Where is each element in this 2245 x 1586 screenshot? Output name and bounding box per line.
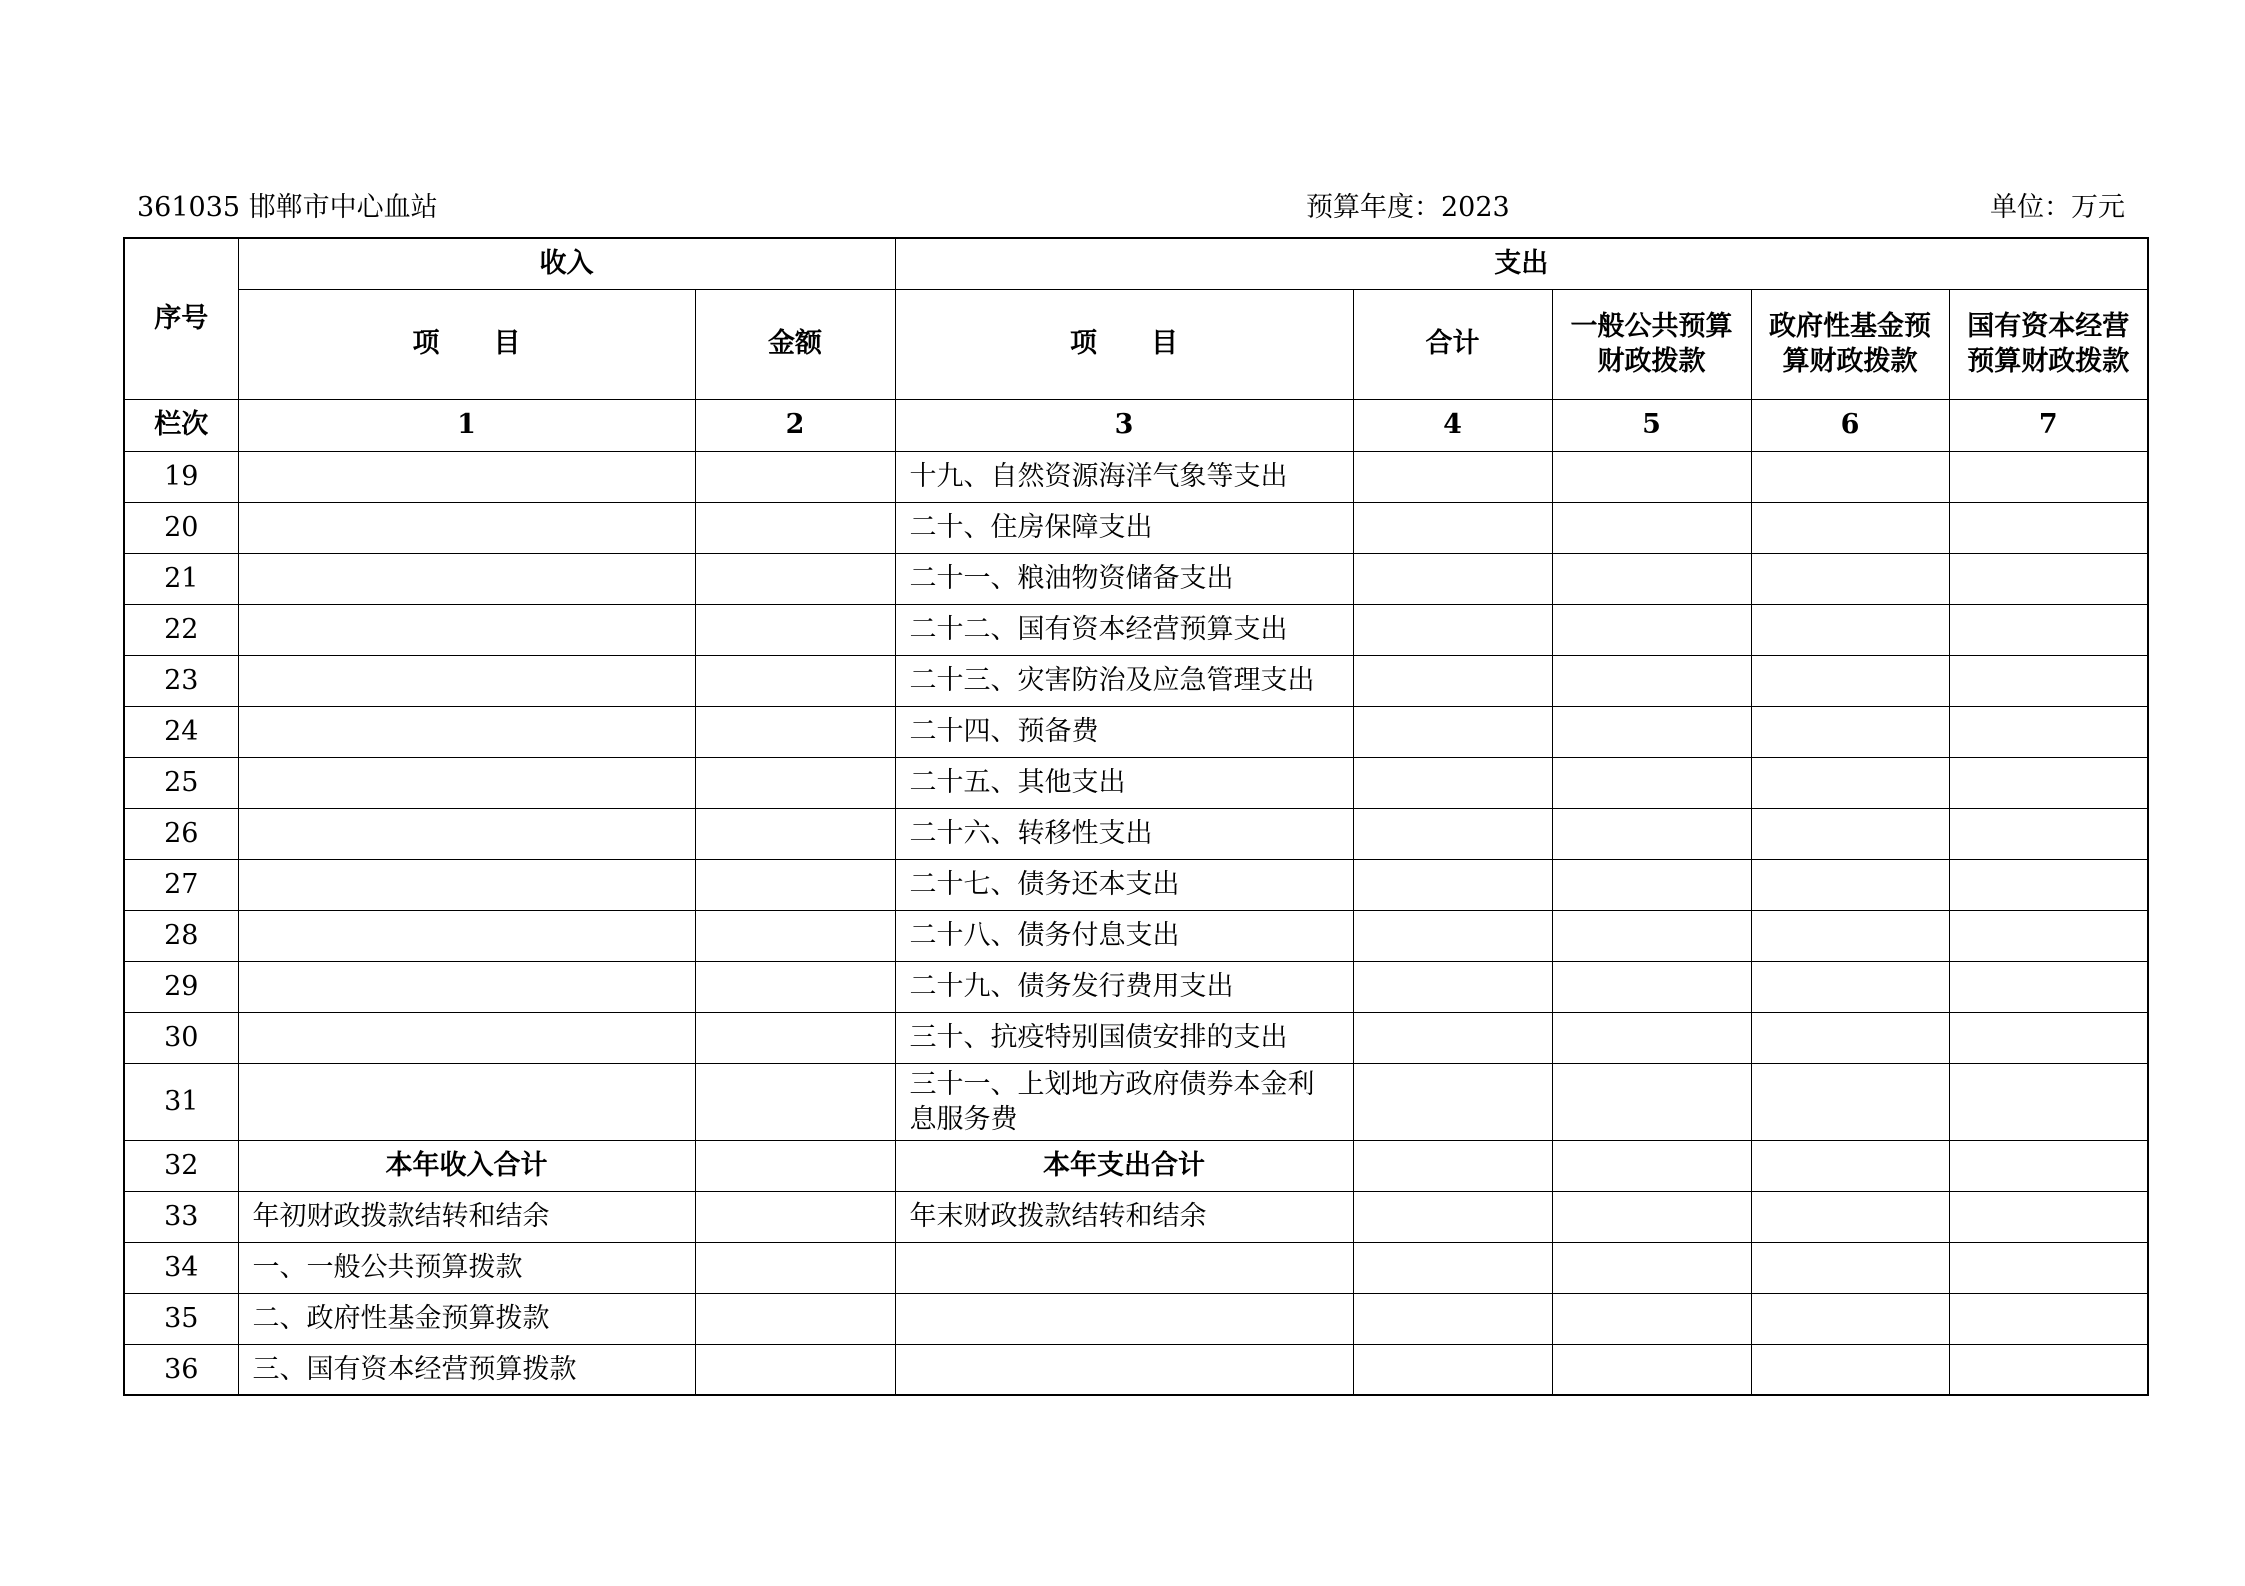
cell-total [1353,1293,1552,1344]
cell-expense-item [895,1344,1353,1395]
budget-year: 预算年度：2023 [1306,192,1510,223]
cell-general [1552,604,1751,655]
cell-income-amount [695,1293,895,1344]
cell-income-item [238,961,695,1012]
cell-income-item: 本年收入合计 [238,1140,695,1191]
general-budget-header: 一般公共预算财政拨款 [1552,289,1751,399]
cell-seq: 28 [124,910,238,961]
cell-income-amount [695,502,895,553]
cell-total [1353,1140,1552,1191]
cell-seq: 33 [124,1191,238,1242]
cell-seq: 29 [124,961,238,1012]
header-row-2 [124,289,2148,399]
cell-state-capital [1949,1012,2148,1063]
cell-seq: 35 [124,1293,238,1344]
cell-general [1552,808,1751,859]
table-row [124,706,2148,757]
cell-total [1353,502,1552,553]
cell-income-amount [695,910,895,961]
cell-total [1353,655,1552,706]
table-header [124,238,2148,451]
cell-income-item [238,553,695,604]
total-header: 合计 [1353,289,1552,399]
cell-general [1552,1012,1751,1063]
cell-state-capital [1949,451,2148,502]
table-row [124,1344,2148,1395]
cell-general [1552,502,1751,553]
cell-fund [1751,910,1949,961]
cell-seq: 31 [124,1063,238,1140]
cell-expense-item: 三十一、上划地方政府债券本金利息服务费 [895,1063,1353,1140]
seq-header: 序号 [124,238,238,399]
cell-fund [1751,1293,1949,1344]
cell-seq: 23 [124,655,238,706]
cell-expense-item: 二十四、预备费 [895,706,1353,757]
cell-income-amount [695,1344,895,1395]
column-index-7: 7 [1949,399,2148,451]
cell-income-item: 一、一般公共预算拨款 [238,1242,695,1293]
cell-state-capital [1949,859,2148,910]
cell-general [1552,706,1751,757]
cell-fund [1751,1140,1949,1191]
cell-seq: 21 [124,553,238,604]
cell-income-amount [695,1191,895,1242]
cell-income-item [238,808,695,859]
currency-unit: 单位：万元 [1990,192,2125,223]
state-capital-header: 国有资本经营预算财政拨款 [1949,289,2148,399]
column-index-3: 3 [895,399,1353,451]
cell-income-item: 年初财政拨款结转和结余 [238,1191,695,1242]
column-index-row [124,399,2148,451]
cell-total [1353,859,1552,910]
summary-row [124,1140,2148,1191]
cell-state-capital [1949,1242,2148,1293]
cell-income-amount [695,757,895,808]
cell-fund [1751,1344,1949,1395]
cell-seq: 24 [124,706,238,757]
table-row [124,1242,2148,1293]
cell-expense-item: 二十六、转移性支出 [895,808,1353,859]
cell-total [1353,1063,1552,1140]
cell-income-amount [695,553,895,604]
cell-fund [1751,706,1949,757]
cell-general [1552,1344,1751,1395]
cell-state-capital [1949,808,2148,859]
cell-total [1353,910,1552,961]
cell-general [1552,1063,1751,1140]
cell-seq: 25 [124,757,238,808]
cell-income-item [238,502,695,553]
cell-total [1353,604,1552,655]
cell-income-item [238,910,695,961]
table-row [124,1012,2148,1063]
cell-state-capital [1949,1344,2148,1395]
cell-total [1353,1191,1552,1242]
cell-fund [1751,1063,1949,1140]
cell-expense-item: 二十三、灾害防治及应急管理支出 [895,655,1353,706]
cell-expense-item [895,1242,1353,1293]
cell-fund [1751,655,1949,706]
table-row [124,757,2148,808]
income-item-header: 项 目 [238,289,695,399]
cell-income-amount [695,1063,895,1140]
cell-fund [1751,859,1949,910]
cell-fund [1751,502,1949,553]
cell-income-item [238,655,695,706]
cell-general [1552,655,1751,706]
table-row [124,808,2148,859]
cell-income-amount [695,1140,895,1191]
cell-state-capital [1949,655,2148,706]
cell-total [1353,1344,1552,1395]
cell-state-capital [1949,553,2148,604]
cell-general [1552,859,1751,910]
cell-state-capital [1949,706,2148,757]
cell-income-item [238,706,695,757]
cell-income-item [238,859,695,910]
cell-state-capital [1949,910,2148,961]
cell-income-amount [695,1012,895,1063]
cell-general [1552,757,1751,808]
cell-income-amount [695,859,895,910]
cell-expense-item: 二十二、国有资本经营预算支出 [895,604,1353,655]
table-row [124,961,2148,1012]
cell-fund [1751,757,1949,808]
cell-total [1353,961,1552,1012]
cell-seq: 30 [124,1012,238,1063]
header-row-1 [124,238,2148,289]
cell-income-amount [695,1242,895,1293]
cell-general [1552,1293,1751,1344]
column-index-label: 栏次 [124,399,238,451]
cell-total [1353,706,1552,757]
cell-seq: 19 [124,451,238,502]
government-fund-header: 政府性基金预算财政拨款 [1751,289,1949,399]
cell-total [1353,451,1552,502]
table-row [124,451,2148,502]
cell-expense-item: 二十一、粮油物资储备支出 [895,553,1353,604]
cell-state-capital [1949,1293,2148,1344]
budget-table [123,237,2149,1396]
table-body [124,451,2148,1395]
cell-expense-item: 二十、住房保障支出 [895,502,1353,553]
cell-state-capital [1949,961,2148,1012]
income-header: 收入 [238,238,895,289]
cell-fund [1751,451,1949,502]
cell-expense-item: 三十、抗疫特别国债安排的支出 [895,1012,1353,1063]
cell-general [1552,553,1751,604]
cell-expense-item [895,1293,1353,1344]
cell-income-amount [695,808,895,859]
cell-general [1552,1191,1751,1242]
cell-total [1353,1242,1552,1293]
cell-expense-item: 二十九、债务发行费用支出 [895,961,1353,1012]
column-index-1: 1 [238,399,695,451]
cell-income-item: 三、国有资本经营预算拨款 [238,1344,695,1395]
cell-total [1353,757,1552,808]
cell-expense-item: 二十七、债务还本支出 [895,859,1353,910]
cell-seq: 36 [124,1344,238,1395]
cell-total [1353,1012,1552,1063]
table-row [124,1191,2148,1242]
cell-total [1353,553,1552,604]
cell-general [1552,451,1751,502]
cell-income-item [238,451,695,502]
cell-income-item [238,1063,695,1140]
cell-expense-item: 二十八、债务付息支出 [895,910,1353,961]
cell-income-amount [695,451,895,502]
cell-seq: 32 [124,1140,238,1191]
column-index-4: 4 [1353,399,1552,451]
organization-name: 361035 邯郸市中心血站 [137,192,438,223]
table-row [124,859,2148,910]
cell-income-amount [695,604,895,655]
cell-seq: 20 [124,502,238,553]
column-index-5: 5 [1552,399,1751,451]
cell-fund [1751,961,1949,1012]
cell-state-capital [1949,502,2148,553]
cell-fund [1751,1191,1949,1242]
cell-seq: 22 [124,604,238,655]
cell-expense-item: 年末财政拨款结转和结余 [895,1191,1353,1242]
table-row [124,1293,2148,1344]
table-row [124,655,2148,706]
cell-seq: 27 [124,859,238,910]
income-amount-header: 金额 [695,289,895,399]
column-index-6: 6 [1751,399,1949,451]
cell-state-capital [1949,604,2148,655]
cell-expense-item: 本年支出合计 [895,1140,1353,1191]
cell-expense-item: 二十五、其他支出 [895,757,1353,808]
cell-state-capital [1949,1191,2148,1242]
cell-general [1552,910,1751,961]
cell-fund [1751,604,1949,655]
cell-fund [1751,553,1949,604]
cell-state-capital [1949,1140,2148,1191]
cell-income-item: 二、政府性基金预算拨款 [238,1293,695,1344]
table-row [124,553,2148,604]
cell-seq: 34 [124,1242,238,1293]
expense-header: 支出 [895,238,2148,289]
table-row [124,502,2148,553]
cell-income-item [238,757,695,808]
cell-seq: 26 [124,808,238,859]
cell-fund [1751,1242,1949,1293]
cell-fund [1751,808,1949,859]
column-index-2: 2 [695,399,895,451]
cell-expense-item: 十九、自然资源海洋气象等支出 [895,451,1353,502]
cell-income-item [238,1012,695,1063]
cell-general [1552,961,1751,1012]
cell-state-capital [1949,757,2148,808]
table-row [124,910,2148,961]
cell-state-capital [1949,1063,2148,1140]
expense-item-header: 项 目 [895,289,1353,399]
cell-income-item [238,604,695,655]
table-row [124,1063,2148,1140]
cell-income-amount [695,706,895,757]
cell-fund [1751,1012,1949,1063]
cell-total [1353,808,1552,859]
cell-general [1552,1242,1751,1293]
table-row [124,604,2148,655]
cell-income-amount [695,961,895,1012]
cell-income-amount [695,655,895,706]
cell-general [1552,1140,1751,1191]
